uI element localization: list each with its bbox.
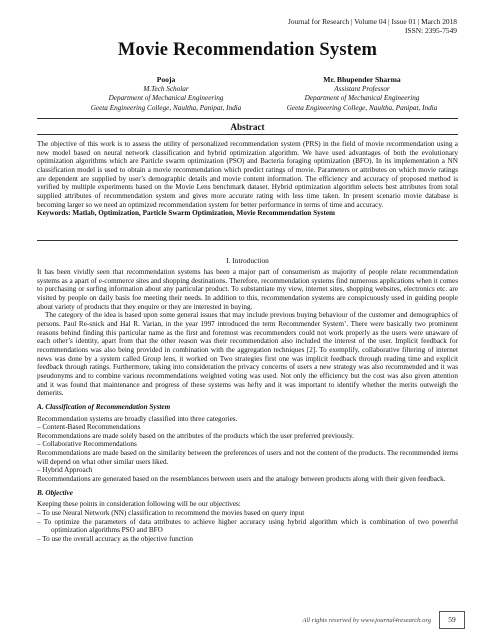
issn: ISSN: 2395-7549 (405, 26, 457, 35)
subsection-heading-a: A. Classification of Recommendation System (37, 402, 171, 411)
abstract-heading: Abstract (230, 122, 265, 132)
abstract-text: The objective of this work is to assess the utility of personalized recommendation system (PRS) in the field of movie recommendation using a new model based on neural network classification and hybrid optimization algorithm. We have used advantages of both the evolutionary optimization algorithms which are Particle swarm optimization (PSO) and Bacteria foraging optimization (BFO). In its implementation a NN classification model is used to obtain a movie recommendation which predict ratings of movie. Parameters or attributes on which movie ratings are dependent are supplied by user’s demographic details and movie content information. The efficiency and accuracy of proposed method is verified by multiple experiments based on the Movie Lens benchmark dataset. Hybrid optimization algorithm selects best attributes from total supplied attributes of recommendation system and gives more accurate rating with less time taken. In present scenario movie database is becoming larger so we need an optimized recommendation system for better performance in terms of time and accuracy. (37, 140, 458, 209)
abstract-body (37, 140, 458, 218)
abstract-bottom-rule (37, 240, 458, 241)
author-name: Pooja (156, 75, 176, 84)
list-item-label: – Hybrid Approach (37, 466, 93, 475)
author-2 (247, 75, 477, 113)
author-role: Assistant Professor (334, 84, 390, 93)
section-heading-introduction: I. Introduction (226, 256, 269, 265)
journal-info: Journal for Research | Volume 04 | Issue 01 | March 2018 (288, 17, 457, 26)
list-item: – To use the overall accuracy as the objective function (37, 535, 194, 544)
list-item-label: – Content-Based Recommendations (37, 423, 141, 432)
list-item: – To use Neural Network (NN) classification to recommend the movies based on query input (37, 509, 305, 518)
abstract-heading-rule (37, 134, 458, 135)
author-inst: Geeta Engineering College, Naultha, Panipat, India (286, 103, 438, 112)
author-dept: Department of Mechanical Engineering (304, 94, 420, 103)
journal-header (288, 17, 457, 35)
page-number: 59 (439, 611, 465, 629)
list-item-desc: Recommendations are made solely based on the attributes of the products which the user preferred previously. (37, 431, 354, 440)
keywords-line (37, 209, 458, 218)
list-item-desc: Recommendations are generated based on the resemblances between users and the analogy between products along with their given feedback. (37, 475, 446, 484)
paper-title: Movie Recommendation System (117, 40, 378, 60)
intro-paragraph-2: The category of the idea is based upon some general issues that may include previous buying behaviour of the customer and demographics of persons. Paul Re-snick and Hal R. Varian, in the year 1997 introduced the term Recommender System’. There were basically two prominent reasons behind finding this particular name as the first and foremost was recommenders could not work properly as the users were unaware of each other’s identity, apart from that the other reason was their recommendation also included the interest of the user. Implicit feedback for recommendations was also being provided in combination with the aggregation techniques [2]. To exemplify, collaborative filtering of internet news was done by a system called Group lens, it worked on Two strategies first one was implicit feedback through reading time and explicit feedback through ratings. Furthermore, taking into consideration the privacy concerns of users a new strategy was also recommended and it was pseudonyms and to combine various recommendations weighted voting was used. Not only the efficiency but the cost was also given attention and it was found that maintenance and progress of these systems was hefty and it was important to identify whether the merits outweigh the demerits. (37, 311, 458, 398)
author-role: M.Tech Scholar (143, 84, 189, 93)
copyright-text: All rights reserved by www.journal4research.org (302, 617, 431, 624)
introduction-body (37, 268, 458, 544)
list-item-label: – Collaborative Recommendations (37, 440, 137, 449)
keywords-label: Keywords: (37, 209, 71, 218)
author-inst: Geeta Engineering College, Naultha, Panipat, India (90, 103, 242, 112)
objective-intro: Keeping these points in consideration following will be our objectives: (37, 500, 241, 509)
page-footer (0, 607, 495, 635)
author-dept: Department of Mechanical Engineering (108, 94, 224, 103)
intro-paragraph-1: It has been vividly seen that recommendation systems has been a major part of consumerism as majority of people relate recommendation systems as a apart of e-commerce sites and shopping destinations. Therefore, recommendation systems find numerous applications when it comes to purchasing or surfing information about any particular product. To substantiate my view, internet sites, shopping websites, electronics etc. are visited by people on daily basis foe meeting their needs. In addition to this, recommendation systems are conspicuously used in guiding people about variety of products that they enquire or they are interested in buying. (37, 268, 458, 311)
subsection-heading-b: B. Objective (37, 488, 73, 497)
keywords: Matlab, Optimization, Particle Swarm Optimization, Movie Recommendation System (72, 209, 336, 218)
list-item-desc: Recommendations are made based on the similarity between the preferences of users and not the content of the products. The recommended items will depend on what other similar users liked. (37, 449, 458, 466)
abstract-top-rule (37, 118, 458, 119)
classification-intro: Recommendation systems are broadly classified into three categories. (37, 414, 238, 423)
author-name: Mr. Bhupender Sharma (323, 75, 401, 84)
list-item: – To optimize the parameters of data attributes to achieve higher accuracy using hybrid algorithm which is combination of two powerful optimization algorithms PSO and BFO (37, 517, 458, 535)
